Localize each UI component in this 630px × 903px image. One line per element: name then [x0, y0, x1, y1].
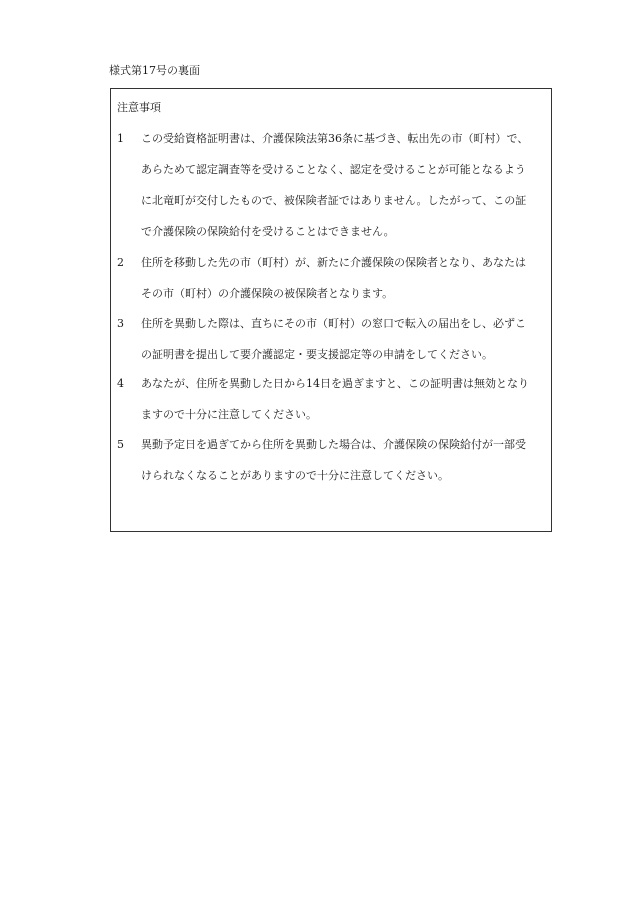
item-number: 1 — [117, 132, 124, 145]
item-number: 3 — [117, 317, 124, 330]
notice-box — [110, 88, 552, 532]
item-number: 2 — [117, 256, 124, 269]
item-line: その市（町村）の介護保険の被保険者となります。 — [141, 287, 394, 300]
item-line: ますので十分に注意してください。 — [141, 408, 317, 421]
item-number: 4 — [117, 377, 124, 390]
item-line: 住所を異動した際は、直ちにその市（町村）の窓口で転入の届出をし、必ずこ — [141, 317, 526, 330]
item-line: 異動予定日を過ぎてから住所を異動した場合は、介護保険の保険給付が一部受 — [141, 438, 526, 451]
item-line: けられなくなることがありますので十分に注意してください。 — [141, 469, 449, 482]
item-line: に北竜町が交付したもので、被保険者証ではありません。したがって、この証 — [141, 194, 527, 207]
item-line: の証明書を提出して要介護認定・要支援認定等の申請をしてください。 — [141, 348, 493, 361]
notice-heading: 注意事項 — [117, 101, 161, 114]
form-number-label: 様式第17号の裏面 — [109, 64, 200, 77]
item-number: 5 — [117, 438, 124, 451]
item-line: で介護保険の保険給付を受けることはできません。 — [141, 225, 395, 238]
item-line: 住所を移動した先の市（町村）が、新たに介護保険の保険者となり、あなたは — [141, 256, 526, 269]
item-line: あらためて認定調査等を受けることなく、認定を受けることが可能となるよう — [141, 163, 526, 176]
item-line: あなたが、住所を異動した日から14日を過ぎますと、この証明書は無効となり — [141, 377, 529, 390]
item-line: この受給資格証明書は、介護保険法第36条に基づき、転出先の市（町村）で、 — [141, 132, 529, 145]
